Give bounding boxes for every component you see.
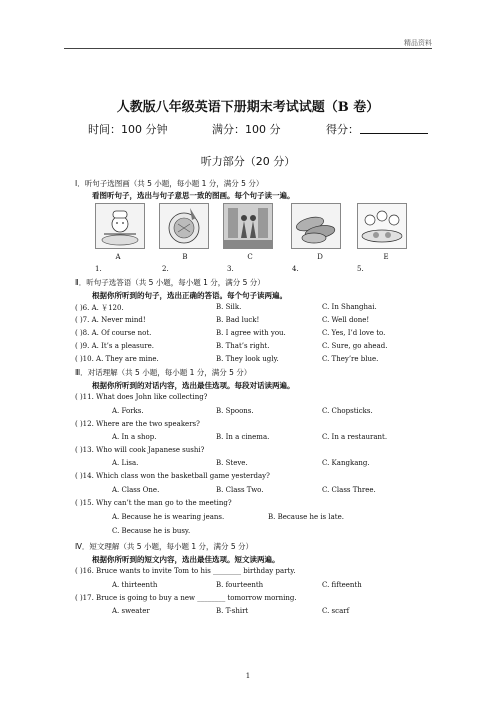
picture-letter-a: A	[115, 253, 121, 261]
score-label: 得分：	[326, 123, 359, 136]
section-title: 听力部分（20 分）	[200, 155, 296, 168]
picture-c	[223, 203, 273, 249]
option-7c: C. Well done!	[322, 316, 370, 324]
time-label: 时间：100 分钟	[88, 123, 168, 136]
picture-letter-b: B	[182, 253, 188, 261]
question-7: ( )7. A. Never mind!	[75, 316, 146, 324]
header-note: 精品资料	[404, 39, 432, 47]
answer-number-5: 5.	[357, 265, 364, 273]
sweet-potatoes-icon	[292, 204, 340, 248]
page-title: 人教版八年级英语下册期末考试试题（B 卷）	[116, 100, 380, 115]
option-15b: B. Because he is late.	[268, 513, 344, 521]
family-dinner-icon	[358, 204, 406, 248]
part4-instruction: 根据你所听到的短文内容，选出最佳选项。短文读两遍。	[92, 555, 280, 564]
part3-instruction: 根据你所听到的对话内容，选出最佳选项。每段对话读两遍。	[92, 381, 295, 390]
option-17a: A. sweater	[112, 607, 150, 615]
option-9c: C. Sure, go ahead.	[322, 342, 388, 350]
option-12b: B. In a cinema.	[216, 433, 270, 441]
question-16: ( )16. Bruce wants to invite Tom to his ________ birthday party.	[75, 567, 296, 575]
question-9: ( )9. A. It’s a pleasure.	[75, 342, 154, 350]
picture-letter-c: C	[247, 253, 253, 261]
full-score-label: 满分：100 分	[212, 123, 281, 136]
option-9b: B. That’s right.	[216, 342, 270, 350]
option-14a: A. Class One.	[112, 486, 160, 494]
option-8c: C. Yes, I’d love to.	[322, 329, 386, 337]
option-11c: C. Chopsticks.	[322, 407, 373, 415]
option-17b: B. T-shirt	[216, 607, 249, 615]
option-14b: B. Class Two.	[216, 486, 264, 494]
header-divider	[64, 48, 432, 49]
picture-letter-e: E	[383, 253, 389, 261]
option-16b: B. fourteenth	[216, 581, 264, 589]
option-11b: B. Spoons.	[216, 407, 254, 415]
answer-number-4: 4.	[292, 265, 299, 273]
chef-icon	[96, 204, 144, 248]
question-17: ( )17. Bruce is going to buy a new ________ tomorrow morning.	[75, 594, 297, 602]
option-14c: C. Class Three.	[322, 486, 376, 494]
question-10: ( )10. A. They are mine.	[75, 355, 159, 363]
question-15: ( )15. Why can’t the man go to the meeting?	[75, 499, 232, 507]
option-12a: A. In a shop.	[112, 433, 157, 441]
option-15c: C. Because he is busy.	[112, 527, 191, 535]
option-15a: A. Because he is wearing jeans.	[112, 513, 225, 521]
question-8: ( )8. A. Of course not.	[75, 329, 152, 337]
option-10b: B. They look ugly.	[216, 355, 279, 363]
option-10c: C. They’re blue.	[322, 355, 379, 363]
option-16a: A. thirteenth	[112, 581, 158, 589]
cake-icon	[160, 204, 208, 248]
question-6: ( )6. A. ￥120.	[75, 304, 124, 312]
option-6c: C. In Shanghai.	[322, 303, 377, 311]
picture-b	[159, 203, 209, 249]
question-12: ( )12. Where are the two speakers?	[75, 420, 200, 428]
answer-number-2: 2.	[162, 265, 169, 273]
part1-heading: Ⅰ．听句子选图画（共 5 小题，每小题 1 分，满分 5 分）	[75, 179, 264, 188]
option-6b: B. Silk.	[216, 303, 242, 311]
option-12c: C. In a restaurant.	[322, 433, 388, 441]
question-13: ( )13. Who will cook Japanese sushi?	[75, 446, 205, 454]
part2-heading: Ⅱ．听句子选答语（共 5 小题，每小题 1 分，满分 5 分）	[75, 278, 265, 287]
option-17c: C. scarf	[322, 607, 350, 615]
option-13b: B. Steve.	[216, 459, 248, 467]
part4-heading: Ⅳ．短文理解（共 5 小题，每小题 1 分，满分 5 分）	[75, 542, 254, 551]
picture-letter-d: D	[317, 253, 323, 261]
question-14: ( )14. Which class won the basketball game yesterday?	[75, 472, 270, 480]
part1-instruction: 看图听句子，选出与句子意思一致的图画。每个句子读一遍。	[92, 191, 295, 200]
option-16c: C. fifteenth	[322, 581, 362, 589]
option-7b: B. Bad luck!	[216, 316, 260, 324]
answer-number-1: 1.	[95, 265, 102, 273]
part2-instruction: 根据你所听到的句子，选出正确的答语。每个句子读两遍。	[92, 291, 287, 300]
page-number: 1	[245, 672, 251, 680]
dancers-icon	[224, 204, 272, 248]
picture-d	[291, 203, 341, 249]
answer-number-3: 3.	[227, 265, 234, 273]
option-13a: A. Lisa.	[112, 459, 139, 467]
picture-a	[95, 203, 145, 249]
question-11: ( )11. What does John like collecting?	[75, 393, 208, 401]
score-blank	[360, 133, 428, 134]
option-8b: B. I agree with you.	[216, 329, 286, 337]
option-13c: C. Kangkang.	[322, 459, 370, 467]
part3-heading: Ⅲ．对话理解（共 5 小题，每小题 1 分，满分 5 分）	[75, 368, 252, 377]
option-11a: A. Forks.	[112, 407, 144, 415]
picture-e	[357, 203, 407, 249]
